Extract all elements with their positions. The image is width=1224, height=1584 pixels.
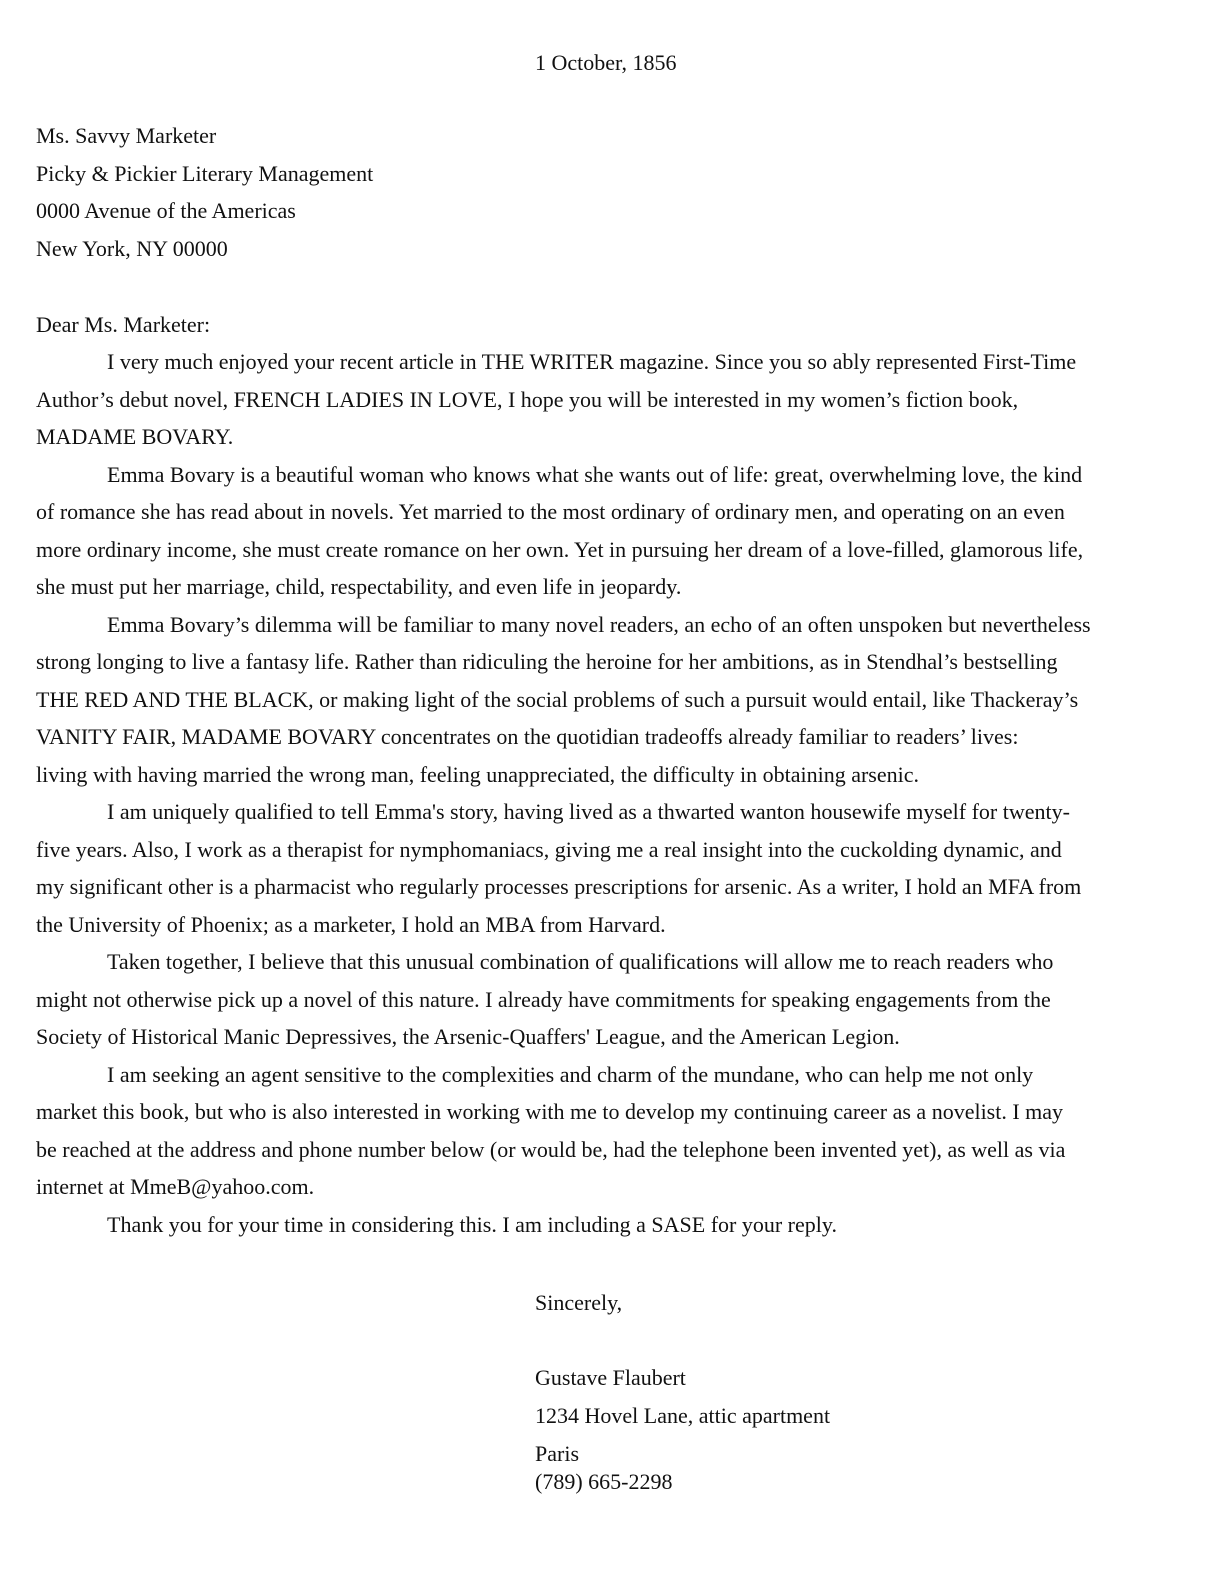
paragraph-line: Emma Bovary is a beautiful woman who knows what she wants out of life: great, overwhelming love, the kind bbox=[107, 461, 1083, 487]
signature-block bbox=[535, 1359, 830, 1496]
paragraph-line: Emma Bovary’s dilemma will be familiar to many novel readers, an echo of an often unspoken but nevertheless bbox=[107, 611, 1091, 637]
paragraph-line: Author’s debut novel, FRENCH LADIES IN LOVE, I hope you will be interested in my women’s fiction book, bbox=[36, 386, 1019, 412]
paragraph-line: market this book, but who is also interested in working with me to develop my continuing career as a novelist. I may bbox=[36, 1099, 1064, 1124]
paragraph-line: Thank you for your time in considering this. I am including a SASE for your reply. bbox=[107, 1211, 837, 1237]
letter-body bbox=[36, 343, 1188, 1243]
recipient-company: Picky & Pickier Literary Management bbox=[36, 160, 374, 186]
paragraph-line: I am uniquely qualified to tell Emma's story, having lived as a thwarted wanton housewife myself for twenty- bbox=[107, 799, 1070, 824]
closing: Sincerely, bbox=[535, 1290, 623, 1315]
recipient-street: 0000 Avenue of the Americas bbox=[36, 198, 296, 223]
paragraph-line: living with having married the wrong man, feeling unappreciated, the difficulty in obtaining arsenic. bbox=[36, 761, 920, 787]
paragraph-line: might not otherwise pick up a novel of this nature. I already have commitments for speaking engagements from the bbox=[36, 986, 1051, 1012]
paragraph-line: five years. Also, I work as a therapist for nymphomaniacs, giving me a real insight into the cuckolding dynamic, and bbox=[36, 836, 1062, 862]
recipient-name: Ms. Savvy Marketer bbox=[36, 123, 217, 148]
paragraph-line: strong longing to live a fantasy life. Rather than ridiculing the heroine for her ambitions, as in Stendhal’s bestselling bbox=[36, 649, 1058, 674]
recipient-city: New York, NY 00000 bbox=[36, 235, 228, 261]
sender-city: Paris bbox=[535, 1441, 579, 1466]
paragraph-line: VANITY FAIR, MADAME BOVARY concentrates on the quotidian tradeoffs already familiar to readers’ lives: bbox=[36, 724, 1019, 749]
paragraph-5 bbox=[36, 943, 1188, 1056]
paragraph-3 bbox=[36, 606, 1188, 794]
paragraph-4 bbox=[36, 793, 1188, 943]
paragraph-line: she must put her marriage, child, respectability, and even life in jeopardy. bbox=[36, 574, 682, 599]
sender-name: Gustave Flaubert bbox=[535, 1365, 686, 1390]
paragraph-line: Society of Historical Manic Depressives, the Arsenic-Quaffers' League, and the American Legion. bbox=[36, 1024, 900, 1049]
paragraph-line: internet at MmeB@yahoo.com. bbox=[36, 1174, 315, 1199]
paragraph-line: more ordinary income, she must create romance on her own. Yet in pursuing her dream of a love-filled, glamorous life, bbox=[36, 536, 1084, 562]
paragraph-line: THE RED AND THE BLACK, or making light of the social problems of such a pursuit would entail, like Thackeray’s bbox=[36, 686, 1079, 712]
salutation: Dear Ms. Marketer: bbox=[36, 312, 211, 337]
paragraph-line: I am seeking an agent sensitive to the complexities and charm of the mundane, who can help me not only bbox=[107, 1061, 1034, 1087]
paragraph-7 bbox=[36, 1206, 1188, 1244]
letter-date: 1 October, 1856 bbox=[535, 50, 677, 75]
paragraph-line: I very much enjoyed your recent article in THE WRITER magazine. Since you so ably represented First-Time bbox=[107, 349, 1077, 374]
sender-street: 1234 Hovel Lane, attic apartment bbox=[535, 1402, 831, 1428]
sender-phone: (789) 665-2298 bbox=[535, 1469, 673, 1494]
recipient-address bbox=[36, 117, 373, 267]
paragraph-line: MADAME BOVARY. bbox=[36, 424, 234, 449]
paragraph-line: my significant other is a pharmacist who regularly processes prescriptions for arsenic. As a writer, I hold an MFA from bbox=[36, 874, 1082, 899]
paragraph-1 bbox=[36, 343, 1188, 456]
paragraph-line: Taken together, I believe that this unusual combination of qualifications will allow me to reach readers who bbox=[107, 949, 1054, 974]
paragraph-line: the University of Phoenix; as a marketer, I hold an MBA from Harvard. bbox=[36, 911, 666, 937]
paragraph-line: of romance she has read about in novels. Yet married to the most ordinary of ordinary men, and operating on an even bbox=[36, 499, 1065, 524]
paragraph-2 bbox=[36, 456, 1188, 606]
paragraph-line: be reached at the address and phone number below (or would be, had the telephone been invented yet), as well as via bbox=[36, 1136, 1066, 1162]
paragraph-6 bbox=[36, 1056, 1188, 1206]
